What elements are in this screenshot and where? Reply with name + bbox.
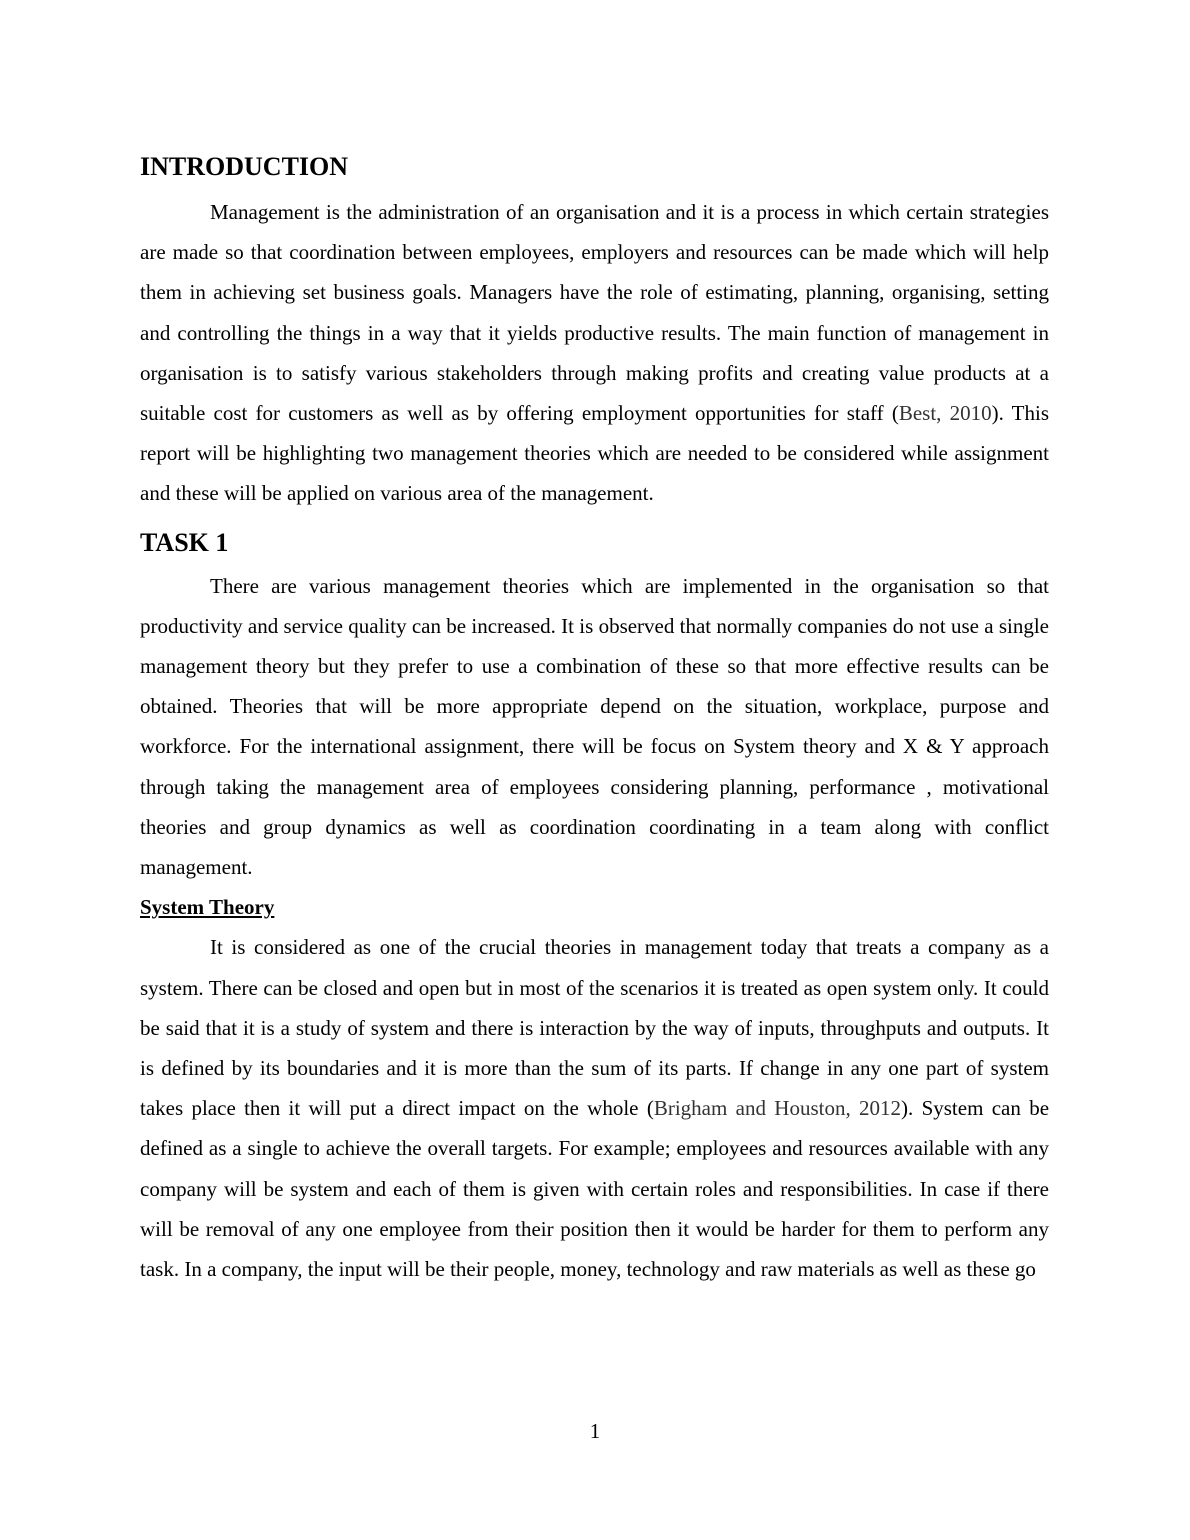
task1-heading: TASK 1 xyxy=(140,527,229,557)
system-theory-text-before-citation: It is considered as one of the crucial theories in management today that treats a company as a system. There can be closed and open but in most of the scenarios it is treated as open system only. It could be said that it is a study of system and there is interaction by the way of inputs, throughputs and outputs. It is defined by its boundaries and it is more than the sum of its parts. If change in any one part of system takes place then it will put a direct impact on the whole ( xyxy=(140,935,1049,1121)
citation-brigham-houston-2012: Brigham and Houston, 2012 xyxy=(653,1096,902,1121)
introduction-text-after-citation: ). This report will be highlighting two management theories which are needed to be considered while assignment and these will be applied on various area of the management. xyxy=(140,401,1049,506)
page-number: 1 xyxy=(589,1419,601,1443)
introduction-text-before-citation: Management is the administration of an organisation and it is a process in which certain strategies are made so that coordination between employees, employers and resources can be made which will help them in achieving set business goals. Managers have the role of estimating, planning, organising, setting and controlling the things in a way that it yields productive results. The main function of management in organisation is to satisfy various stakeholders through making profits and creating value products at a suitable cost for customers as well as by offering employment opportunities for staff ( xyxy=(140,200,1049,426)
system-theory-paragraph xyxy=(140,927,1049,1289)
introduction-paragraph xyxy=(140,192,1049,514)
system-theory-heading: System Theory xyxy=(140,895,275,920)
page-content xyxy=(140,148,1049,1289)
citation-best-2010: Best, 2010 xyxy=(898,401,992,426)
introduction-heading: INTRODUCTION xyxy=(140,152,349,181)
system-theory-text-after-citation: ). System can be defined as a single to achieve the overall targets. For example; employees and resources available with any company will be system and each of them is given with certain roles and responsibilities. In case if there will be removal of any one employee from their position then it would be harder for them to perform any task. In a company, the input will be their people, money, technology and raw materials as well as these go xyxy=(140,1096,1050,1282)
task1-paragraph: There are various management theories which are implemented in the organisation so that productivity and service quality can be increased. It is observed that normally companies do not use a single management theory but they prefer to use a combination of these so that more effective results can be obtained. Theories that will be more appropriate depend on the situation, workplace, purpose and workforce. For the international assignment, there will be focus on System theory and X & Y approach through taking the management area of employees considering planning, performance , motivational theories and group dynamics as well as coordination coordinating in a team along with conflict management. xyxy=(140,573,1049,880)
